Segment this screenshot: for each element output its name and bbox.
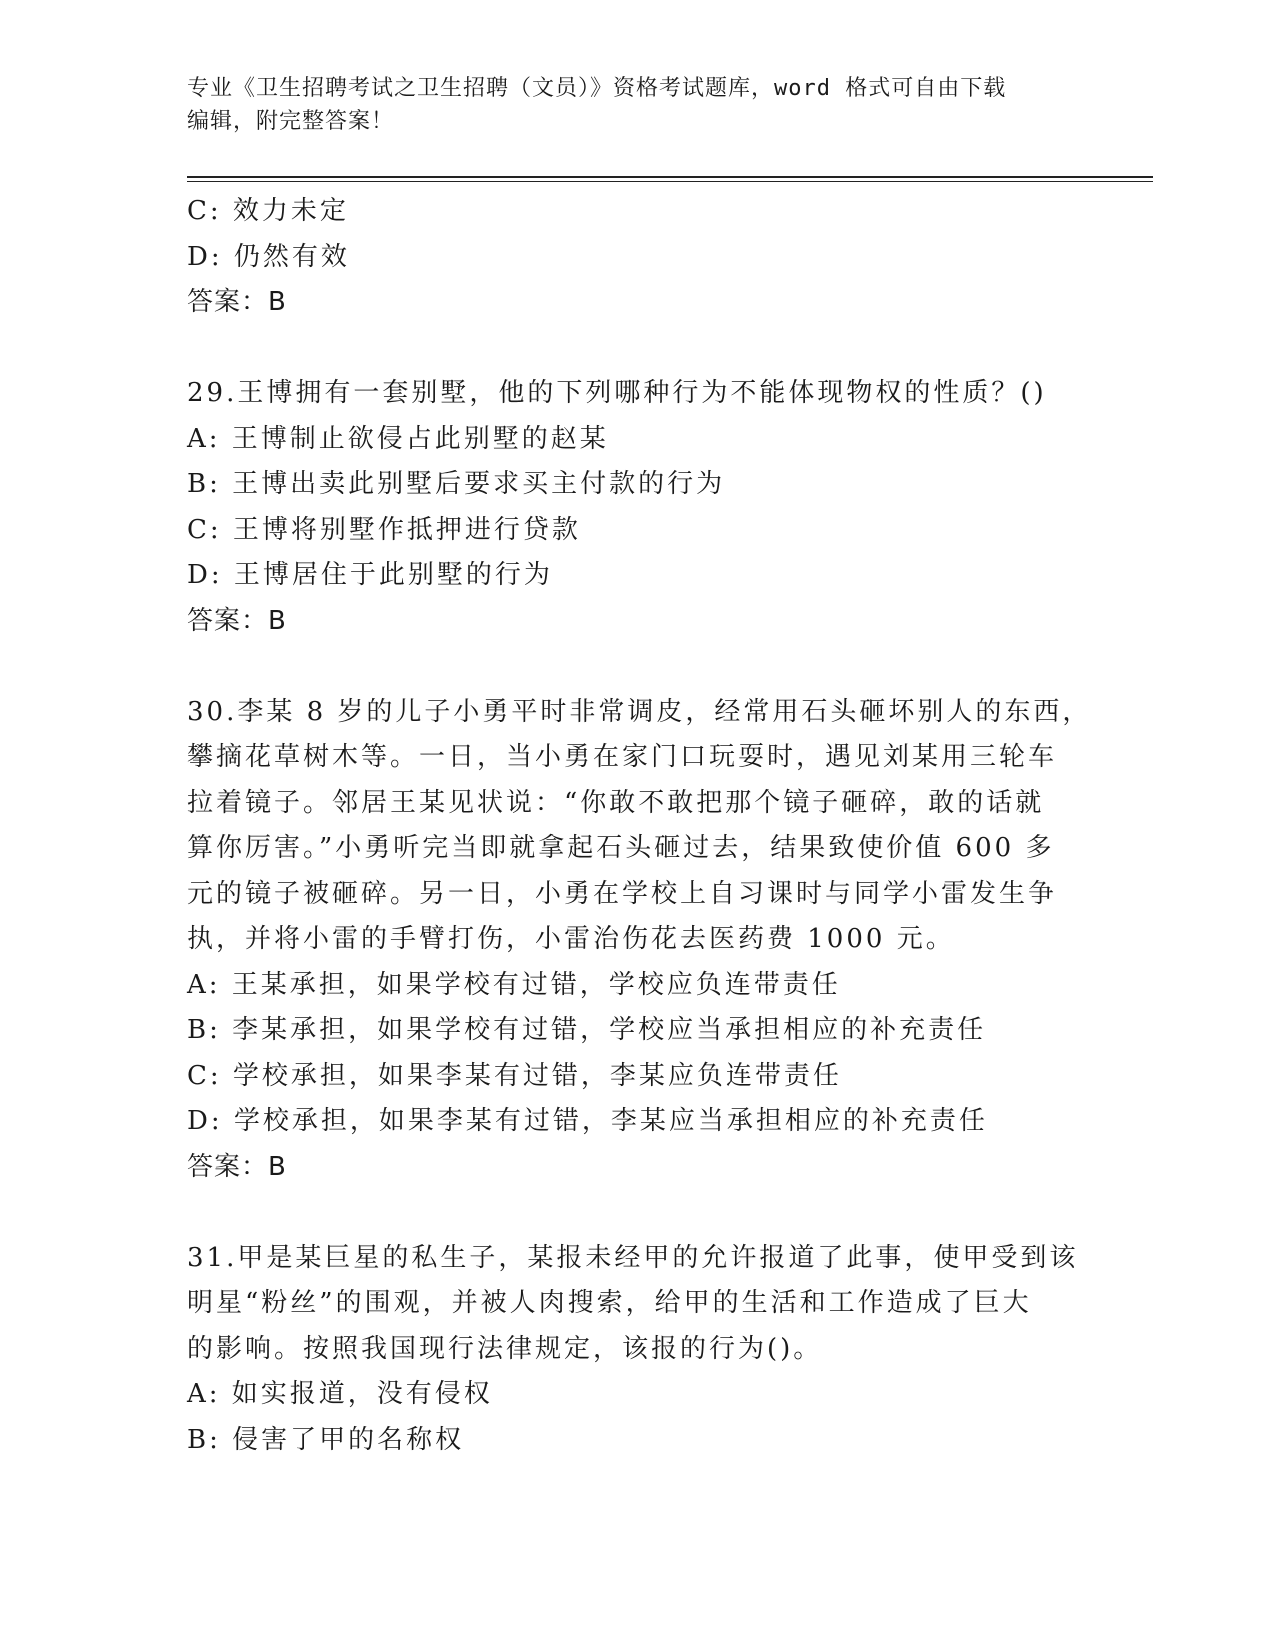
stem-line: 算你厉害。”小勇听完当即就拿起石头砸过去，结果致使价值 600 多 bbox=[187, 833, 1055, 863]
question-stem bbox=[187, 1236, 1087, 1373]
option-b: B: 侵害了甲的名称权 bbox=[187, 1424, 465, 1455]
stem-line: 元的镜子被砸碎。另一日，小勇在学校上自习课时与同学小雷发生争 bbox=[187, 878, 1058, 909]
question-stem bbox=[187, 690, 1092, 963]
header-line-2: 编辑，附完整答案！ bbox=[187, 109, 395, 134]
answer-label: 答案：B bbox=[187, 287, 287, 317]
stem-line: 30.李某 8 岁的儿子小勇平时非常调皮，经常用石头砸坏别人的东西， bbox=[187, 696, 1092, 727]
option-c: C: 学校承担，如果李某有过错，李某应负连带责任 bbox=[187, 1060, 842, 1091]
question-30 bbox=[187, 690, 1092, 1191]
stem-line: 执，并将小雷的手臂打伤，小雷治伤花去医药费 1000 元。 bbox=[187, 924, 955, 954]
question-31 bbox=[187, 1236, 1087, 1464]
option-b: B: 王博出卖此别墅后要求买主付款的行为 bbox=[187, 469, 726, 499]
option-c: C: 效力未定 bbox=[187, 196, 349, 226]
option-a: A: 王某承担，如果学校有过错，学校应负连带责任 bbox=[187, 969, 841, 1000]
option-a: A: 王博制止欲侵占此别墅的赵某 bbox=[187, 423, 609, 454]
question-stem bbox=[187, 371, 1087, 417]
option-a: A: 如实报道，没有侵权 bbox=[187, 1379, 493, 1409]
header-line-1: 专业《卫生招聘考试之卫生招聘（文员）》资格考试题库，word 格式可自由下载 bbox=[187, 76, 1007, 101]
stem-line: 31.甲是某巨星的私生子，某报未经甲的允许报道了此事，使甲受到该 bbox=[187, 1242, 1079, 1273]
stem-line: 明星“粉丝”的围观，并被人肉搜索，给甲的生活和工作造成了巨大 bbox=[187, 1288, 1032, 1318]
stem-line: 攀摘花草树木等。一日，当小勇在家门口玩耍时，遇见刘某用三轮车 bbox=[187, 742, 1058, 772]
option-d: D: 王博居住于此别墅的行为 bbox=[187, 560, 553, 590]
stem-line: 拉着镜子。邻居王某见状说：“你敢不敢把那个镜子砸碎，敢的话就 bbox=[187, 787, 1045, 818]
question-28-tail bbox=[187, 189, 1087, 326]
header-rule-thick bbox=[187, 176, 1153, 178]
stem-line: 的影响。按照我国现行法律规定，该报的行为()。 bbox=[187, 1333, 823, 1364]
answer-label: 答案：B bbox=[187, 605, 287, 636]
option-b: B: 李某承担，如果学校有过错，学校应当承担相应的补充责任 bbox=[187, 1015, 987, 1045]
option-c: C: 王博将别墅作抵押进行贷款 bbox=[187, 514, 581, 545]
answer-label: 答案：B bbox=[187, 1151, 287, 1182]
document-header bbox=[187, 72, 1087, 138]
option-d: D: 仍然有效 bbox=[187, 241, 350, 272]
option-d: D: 学校承担，如果李某有过错，李某应当承担相应的补充责任 bbox=[187, 1106, 988, 1136]
question-content bbox=[187, 189, 1092, 1463]
question-29 bbox=[187, 371, 1087, 644]
stem-line: 29.王博拥有一套别墅，他的下列哪种行为不能体现物权的性质？() bbox=[187, 378, 1047, 408]
spacer bbox=[187, 1190, 1087, 1236]
header-rule-thin bbox=[187, 181, 1153, 182]
spacer bbox=[187, 644, 1087, 690]
spacer bbox=[187, 326, 1087, 372]
